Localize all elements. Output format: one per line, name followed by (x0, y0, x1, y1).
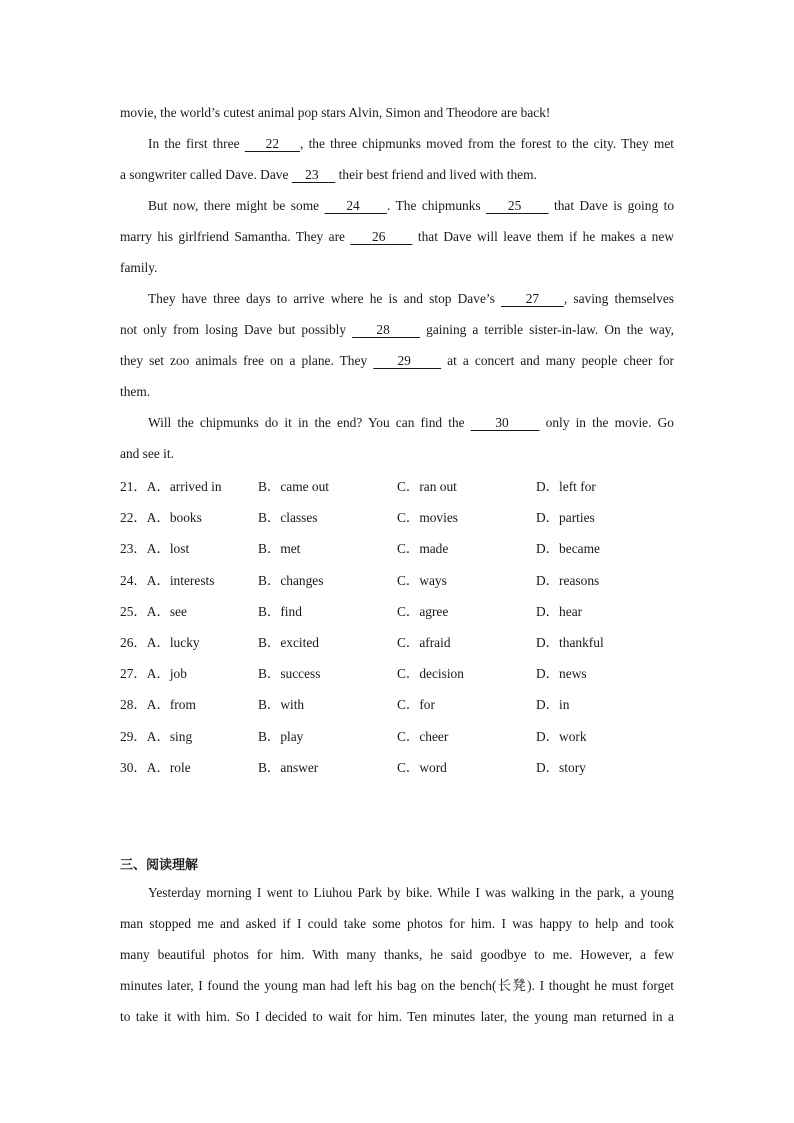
option-row-23 (120, 533, 680, 564)
passage-line: and see it. (120, 446, 174, 461)
option-c: C．ways (397, 572, 447, 588)
option-b: B．find (258, 603, 302, 619)
blank-24: 24 (324, 198, 388, 213)
passage-line: In the first three 22 , the three chipmunks moved from the forest to the city. They met (148, 136, 674, 151)
option-c: C．cheer (397, 728, 449, 744)
option-b: B．success (258, 666, 321, 682)
passage-line: a songwriter called Dave. Dave 23 their best friend and lived with them. (120, 167, 537, 182)
option-d: D．left for (536, 479, 596, 494)
option-b: B．play (258, 728, 304, 744)
option-row-27 (120, 658, 680, 689)
option-c: C．ran out (397, 479, 457, 494)
question-number-option-a: 22．A．books (120, 510, 202, 526)
option-d: D．became (536, 541, 600, 557)
option-row-29 (120, 721, 680, 752)
option-c: C．movies (397, 510, 459, 526)
option-c: C．for (397, 697, 435, 713)
options-list (120, 471, 680, 783)
option-b: B．changes (258, 572, 324, 588)
option-c: C．agree (397, 603, 449, 619)
passage-line: marry his girlfriend Samantha. They are 26 that Dave will leave them if he makes a new (120, 229, 674, 244)
option-d: D．reasons (536, 572, 600, 588)
option-b: B．classes (258, 510, 318, 526)
option-row-22 (120, 502, 680, 533)
option-c: C．made (397, 541, 449, 557)
option-row-26 (120, 627, 680, 658)
option-c: C．afraid (397, 634, 451, 650)
passage-line: not only from losing Dave but possibly 28 gaining a terrible sister-in-law. On the way, (120, 322, 674, 337)
option-b: B．excited (258, 634, 319, 650)
option-d: D．hear (536, 603, 583, 619)
option-d: D．thankful (536, 634, 604, 650)
passage-line: They have three days to arrive where he is and stop Dave’s 27 , saving themselves (148, 291, 674, 306)
blank-28: 28 (352, 322, 421, 337)
reading-passage (120, 877, 674, 1032)
option-d: D．news (536, 666, 587, 682)
blank-23: 23 (291, 167, 336, 182)
option-c: C．word (397, 759, 447, 775)
question-number-option-a: 26．A．lucky (120, 634, 200, 650)
question-number-option-a: 27．A．job (120, 666, 187, 682)
passage-line: Will the chipmunks do it in the end? You can find the 30 only in the movie. Go (148, 415, 674, 430)
passage-line: movie, the world’s cutest animal pop stars Alvin, Simon and Theodore are back! (120, 105, 551, 120)
option-d: D．work (536, 728, 587, 744)
passage-line: minutes later, I found the young man had left his bag on the bench(长凳). I thought he must forget (120, 978, 674, 993)
section-heading: 三、阅读理解 (120, 858, 199, 873)
passage-line: them. (120, 384, 151, 399)
passage-line: to take it with him. So I decided to wait for him. Ten minutes later, the young man returned in a (120, 1009, 674, 1024)
option-row-24 (120, 565, 680, 596)
passage-line: man stopped me and asked if I could take some photos for him. I was happy to help and took (120, 916, 674, 931)
option-row-28 (120, 689, 680, 720)
question-number-option-a: 30．A．role (120, 759, 191, 775)
passage-line: family. (120, 260, 158, 275)
option-row-21 (120, 471, 680, 502)
question-number-option-a: 28．A．from (120, 697, 196, 713)
option-c: C．decision (397, 666, 464, 682)
question-number-option-a: 25．A．see (120, 603, 187, 619)
passage-line: Yesterday morning I went to Liuhou Park by bike. While I was walking in the park, a young (148, 885, 674, 900)
blank-22: 22 (244, 136, 300, 151)
option-b: B．answer (258, 759, 319, 775)
blank-26: 26 (350, 229, 413, 244)
cloze-passage (120, 97, 674, 469)
blank-27: 27 (501, 291, 564, 306)
option-d: D．parties (536, 510, 595, 526)
blank-30: 30 (470, 415, 540, 430)
option-row-30 (120, 752, 680, 783)
question-number-option-a: 23．A．lost (120, 541, 190, 557)
question-number-option-a: 21．A．arrived in (120, 479, 222, 494)
option-d: D．story (536, 759, 586, 775)
passage-line: But now, there might be some 24 . The chipmunks 25 that Dave is going to (148, 198, 675, 213)
passage-line: many beautiful photos for him. With many thanks, he said goodbye to me. However, a few (120, 947, 674, 962)
option-row-25 (120, 596, 680, 627)
question-number-option-a: 24．A．interests (120, 572, 215, 588)
option-d: D．in (536, 697, 570, 713)
question-number-option-a: 29．A．sing (120, 728, 193, 744)
option-b: B．met (258, 541, 301, 557)
option-b: B．came out (258, 479, 330, 494)
option-b: B．with (258, 697, 305, 713)
blank-25: 25 (486, 198, 549, 213)
passage-line: they set zoo animals free on a plane. They 29 at a concert and many people cheer for (120, 353, 674, 368)
blank-29: 29 (373, 353, 442, 368)
